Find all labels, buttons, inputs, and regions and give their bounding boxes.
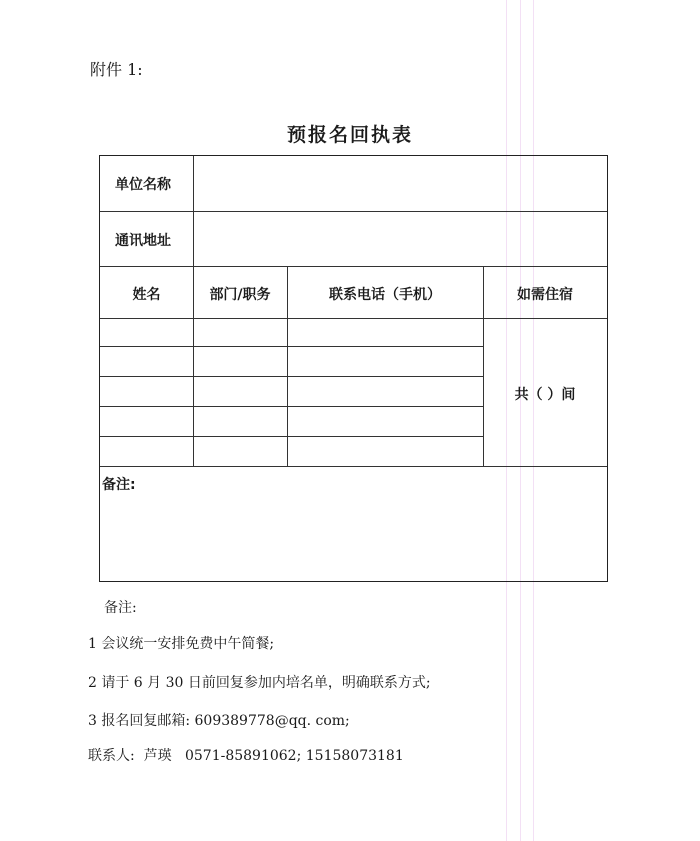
note-item-2: 2 请于 6 月 30 日前回复参加内培名单，明确联系方式; [88,675,431,691]
note-item-1: 1 会议统一安排免费中午简餐; [88,636,275,652]
address-label: 通讯地址 [115,233,171,249]
row-divider [100,376,484,377]
row-divider [100,436,484,437]
column-header-phone: 联系电话（手机） [329,287,441,303]
column-header-department: 部门/职务 [209,287,271,303]
column-divider [193,156,194,466]
notes-heading: 备注: [104,600,137,616]
attachment-label: 附件 1: [90,60,143,79]
contact-info: 联系人: 芦瑛 0571-85891062; 15158073181 [88,748,404,764]
row-divider [100,406,484,407]
lodging-rooms-value: 共（ ）间 [514,387,576,403]
column-header-lodging: 如需住宿 [517,287,573,303]
row-divider [100,318,607,319]
unit-name-label: 单位名称 [115,177,171,193]
page-title: 预报名回执表 [286,124,413,146]
row-divider [100,466,607,467]
row-divider [100,346,484,347]
column-header-name: 姓名 [132,287,161,303]
row-divider [100,266,607,267]
registration-form [99,155,608,582]
note-item-3: 3 报名回复邮箱: 609389778@qq. com; [88,713,350,729]
remarks-label: 备注: [102,477,136,493]
row-divider [100,211,607,212]
